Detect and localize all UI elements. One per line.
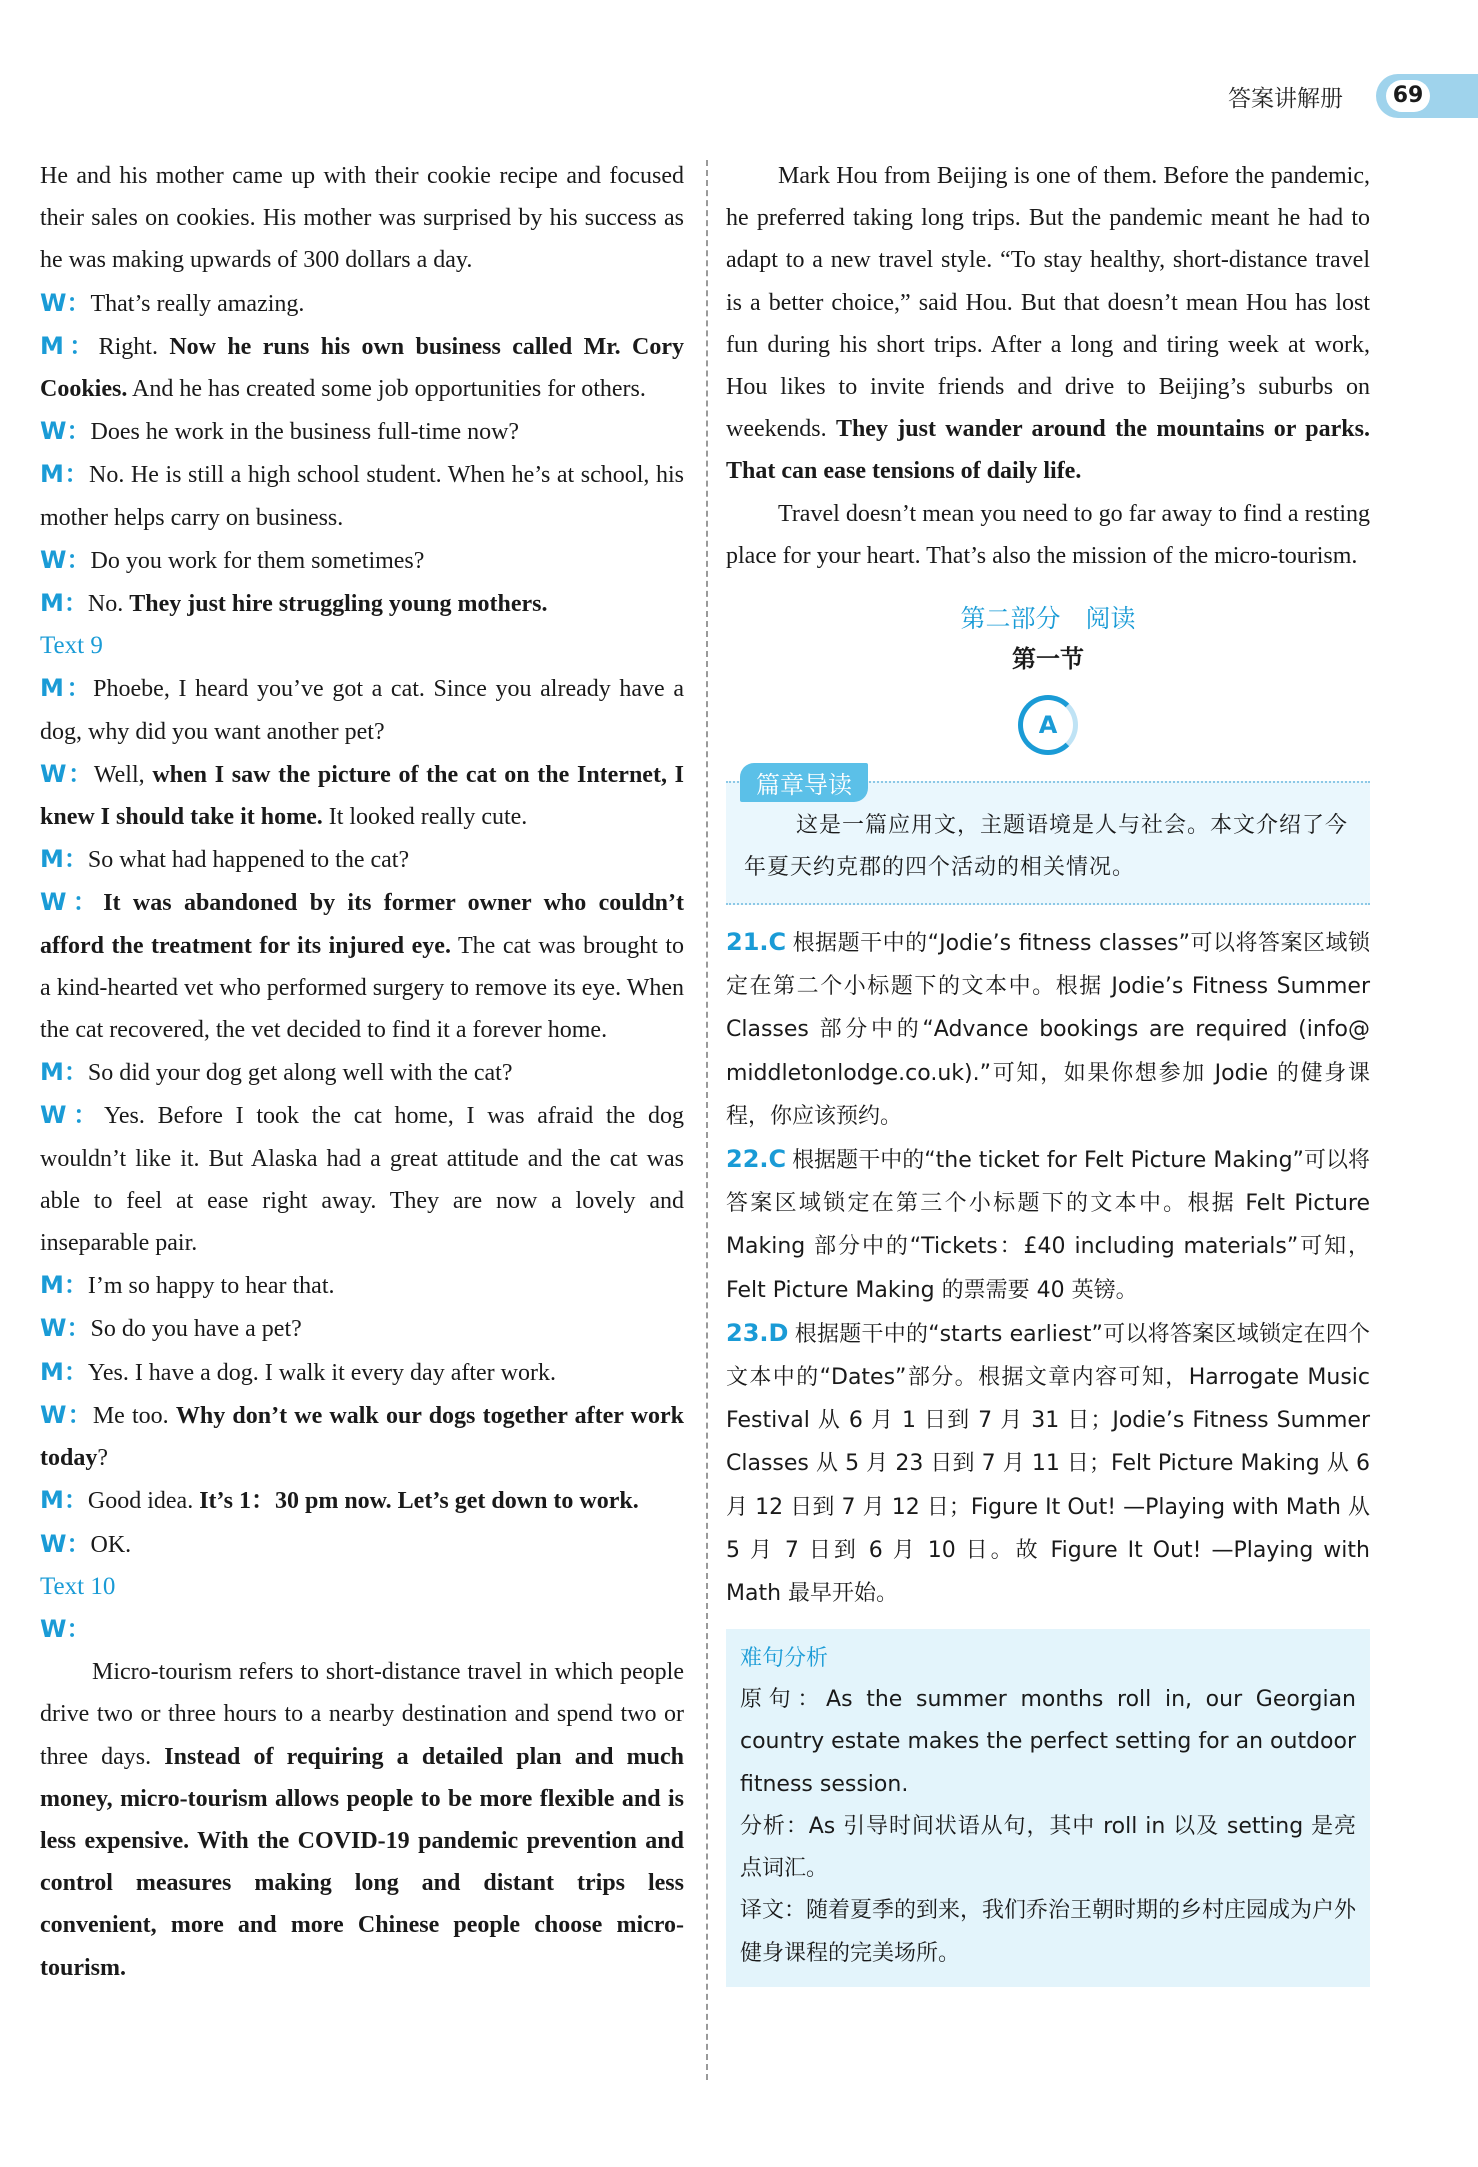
- speaker-label: M：: [40, 589, 88, 618]
- answer-number: 22.C: [726, 1145, 787, 1174]
- dialogue-line: [40, 838, 684, 881]
- guide-text: 这是一篇应用文，主题语境是人与社会。本文介绍了今年夏天约克郡的四个活动的相关情况。: [744, 813, 1349, 881]
- key-sentence: They just wander around the mountains or parks. That can ease tensions of daily life.: [726, 416, 1370, 485]
- text-heading: Text 10: [40, 1572, 116, 1600]
- speaker-label: W：: [40, 417, 91, 446]
- speaker-label: M：: [40, 331, 99, 360]
- line-text: OK.: [90, 1531, 132, 1558]
- dialogue-line: [40, 753, 684, 838]
- speaker-label: M：: [40, 1271, 88, 1300]
- dialogue-line: [40, 1307, 684, 1350]
- analysis: 分析：As 引导时间状语从句，其中 roll in 以及 setting 是亮点词汇。: [740, 1813, 1356, 1882]
- answer-22: [726, 1138, 1370, 1312]
- dialogue-line: [40, 1094, 684, 1264]
- dialogue-line: [40, 1608, 684, 1651]
- line-text: It looked really cute.: [322, 804, 528, 831]
- line-text: Yes. I have a dog. I walk it every day after work.: [87, 1359, 556, 1386]
- line-text: Well,: [93, 761, 153, 788]
- dialogue-line: [40, 582, 684, 625]
- speaker-label: M：: [40, 1357, 88, 1386]
- line-text: I’m so happy to hear that.: [87, 1273, 335, 1300]
- dialogue-line: [40, 1479, 684, 1522]
- speaker-label: W：: [40, 545, 91, 574]
- speaker-label: M：: [40, 460, 90, 489]
- badge-wrap: [726, 695, 1370, 755]
- answer-23: [726, 1312, 1370, 1615]
- line-text: No. He is still a high school student. When he’s at school, his mother helps carry on business.: [40, 462, 684, 531]
- dialogue-line: [40, 325, 684, 410]
- page-header-label: 答案讲解册: [1228, 86, 1343, 112]
- paragraph: Travel doesn’t mean you need to go far away to find a resting place for your heart. That’s also the mission of the micro-tourism.: [726, 500, 1370, 569]
- dialogue-line: [40, 539, 684, 582]
- dialogue-line: [40, 1051, 684, 1094]
- dialogue-line: [40, 282, 684, 325]
- dialogue-line: [40, 1264, 684, 1307]
- speaker-label: W：: [40, 1529, 91, 1558]
- dialogue-line: [40, 881, 684, 1051]
- speaker-label: M：: [40, 845, 88, 874]
- key-sentence: They just hire struggling young mothers.: [129, 591, 548, 618]
- dialogue-line: [40, 1351, 684, 1394]
- dialogue-line: [40, 667, 684, 752]
- line-text: Micro-tourism refers to short-distance travel in which people drive two or three hours to a nearby destination and spend two or three days.: [40, 1659, 684, 1770]
- guide-tag: 篇章导读: [740, 763, 868, 802]
- line-text: The cat was brought to a kind-hearted vet who performed surgery to remove its eye. When the cat recovered, the vet decided to find it a forever home.: [40, 932, 684, 1044]
- key-sentence: when I saw the picture of the cat on the Internet, I knew I should take it home.: [40, 761, 684, 831]
- line-text: Mark Hou from Beijing is one of them. Before the pandemic, he preferred taking long trips. But the pandemic meant he had to adapt to a new travel style. “To stay healthy, short-distance travel is a better choice,” said Hou. But that doesn’t mean Hou has lost fun during his short trips. After a long and tiring week at work, Hou likes to invite friends and drive to Beijing’s suburbs on weekends.: [726, 163, 1370, 443]
- original-sentence: 原句：As the summer months roll in, our Georgian country estate makes the perfect setting for an outdoor fitness session.: [740, 1687, 1356, 1797]
- section-subtitle: 第一节: [1012, 645, 1084, 674]
- answer-21: [726, 921, 1370, 1138]
- dialogue-line: [40, 1394, 684, 1479]
- speaker-label: W：: [40, 1400, 93, 1429]
- right-column: [726, 155, 1370, 1987]
- line-text: Phoebe, I heard you’ve got a cat. Since you already have a dog, why did you want another pet?: [40, 676, 684, 745]
- answer-explanation: 根据题干中的“starts earliest”可以将答案区域锁定在四个文本中的“Dates”部分。根据文章内容可知，Harrogate Music Festival 从 6 月 1 日到 7 月 31 日；Jodie’s Fitness Summer Classes 从 5 月 23 日到 7 月 11 日；Felt Picture Making 从 6 月 12 日到 7 月 12 日；Figure It Out! —Playing with Math 从 5 月 7 日到 6 月 10 日。故 Figure It Out! —Playing with Math 最早开始。: [726, 1321, 1371, 1607]
- dialogue-line: [40, 453, 684, 538]
- speaker-label: W：: [40, 888, 104, 917]
- speaker-label: M：: [40, 1058, 88, 1087]
- line-text: So do you have a pet?: [90, 1316, 302, 1343]
- line-text: That’s really amazing.: [90, 290, 305, 317]
- line-text: Do you work for them sometimes?: [90, 547, 425, 574]
- answer-number: 23.D: [726, 1318, 789, 1347]
- line-text: Does he work in the business full-time now?: [90, 419, 520, 446]
- speaker-label: M：: [40, 1486, 88, 1515]
- translation: 译文：随着夏季的到来，我们乔治王朝时期的乡村庄园成为户外健身课程的完美场所。: [740, 1898, 1357, 1966]
- left-column: [40, 155, 684, 1989]
- speaker-label: M：: [40, 674, 94, 703]
- dialogue-line: [40, 1523, 684, 1566]
- page-number: 69: [1386, 80, 1430, 112]
- line-text: So did your dog get along well with the cat?: [87, 1060, 513, 1087]
- line-text: No.: [87, 591, 130, 618]
- line-text: Right.: [98, 333, 170, 360]
- line-text: So what had happened to the cat?: [87, 847, 410, 874]
- difficult-sentence-title: 难句分析: [740, 1646, 829, 1672]
- line-text: Good idea.: [87, 1488, 200, 1515]
- page-number-tab: [1376, 74, 1478, 118]
- speaker-label: W：: [40, 1314, 91, 1343]
- difficult-sentence-box: [726, 1629, 1370, 1986]
- answer-explanation: 根据题干中的“the ticket for Felt Picture Making”可以将答案区域锁定在第三个小标题下的文本中。根据 Felt Picture Making 部分中的“Tickets：£40 including materials”可知，Felt Picture Making 的票需要 40 英镑。: [726, 1148, 1370, 1303]
- line-text: ?: [97, 1445, 108, 1472]
- line-text: Me too.: [92, 1402, 176, 1429]
- answer-explanation: 根据题干中的“Jodie’s fitness classes”可以将答案区域锁定在第二个小标题下的文本中。根据 Jodie’s Fitness Summer Classes 部分中的“Advance bookings are required (info@ middletonlodge.co.uk).”可知，如果你想参加 Jodie 的健身课程，你应该预约。: [726, 931, 1371, 1129]
- speaker-label: W：: [40, 1614, 91, 1643]
- line-text: And he has created some job opportunities for others.: [127, 376, 646, 403]
- text-heading: Text 9: [40, 632, 103, 660]
- speaker-label: W：: [40, 1101, 104, 1130]
- key-sentence: Now he runs his own business called Mr. Cory Cookies.: [40, 333, 685, 403]
- column-divider: [706, 160, 708, 2080]
- monologue-paragraph: [40, 1651, 684, 1989]
- speaker-label: W：: [40, 759, 94, 788]
- key-sentence: It was abandoned by its former owner who couldn’t afford the treatment for its injured eye.: [40, 890, 684, 959]
- key-sentence: Instead of requiring a detailed plan and much money, micro-tourism allows people to be more flexible and is less expensive. With the COVID-19 pandemic prevention and control measures making long and distant trips less convenient, more and more Chinese people choose micro-tourism.: [40, 1743, 685, 1981]
- key-sentence: It’s 1：30 pm now. Let’s get down to work.: [199, 1488, 639, 1515]
- dialogue-line: [40, 410, 684, 453]
- line-text: Yes. Before I took the cat home, I was afraid the dog wouldn’t like it. But Alaska had a great attitude and the cat was able to feel at ease right away. They are now a lovely and inseparable pair.: [40, 1103, 684, 1257]
- section-title: 第二部分 阅读: [960, 604, 1136, 634]
- speaker-label: W：: [40, 288, 91, 317]
- guide-box: [726, 771, 1370, 905]
- passage-badge: A: [1018, 695, 1078, 755]
- paragraph: He and his mother came up with their cookie recipe and focused their sales on cookies. His mother was surprised by his success as he was making upwards of 300 dollars a day.: [40, 163, 684, 274]
- key-sentence: Why don’t we walk our dogs together after work today: [40, 1402, 684, 1472]
- answer-number: 21.C: [726, 928, 787, 957]
- paragraph: [726, 155, 1370, 493]
